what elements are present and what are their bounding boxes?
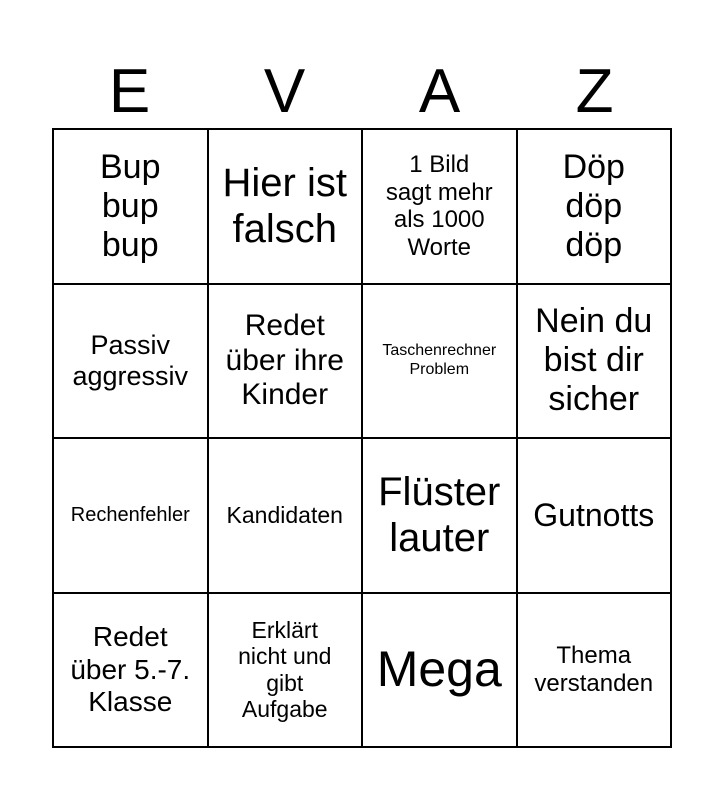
bingo-cell[interactable] bbox=[54, 130, 209, 285]
cell-text: Erklärt nicht und gibt Aufgabe bbox=[238, 616, 332, 723]
bingo-cell[interactable] bbox=[363, 439, 518, 594]
cell-text: 1 Bild sagt mehr als 1000 Worte bbox=[385, 151, 493, 261]
cell-text: Rechenfehler bbox=[70, 503, 190, 526]
header-letter-z: Z bbox=[575, 57, 614, 126]
cell-text: Döp döp döp bbox=[562, 147, 625, 264]
bingo-cell[interactable] bbox=[209, 594, 364, 749]
header-letter-v: V bbox=[263, 57, 306, 126]
cell-text: Passiv aggressiv bbox=[72, 329, 189, 391]
cell-text: Kandidaten bbox=[226, 502, 343, 529]
bingo-cell[interactable] bbox=[209, 439, 364, 594]
bingo-cell[interactable] bbox=[518, 594, 673, 749]
header-letter-a: A bbox=[418, 57, 461, 126]
cell-text: Taschenrechner Problem bbox=[382, 342, 497, 378]
bingo-cell[interactable] bbox=[363, 285, 518, 440]
bingo-grid bbox=[52, 128, 672, 748]
cell-text: Nein du bist dir sicher bbox=[535, 302, 653, 419]
cell-text: Thema verstanden bbox=[534, 642, 654, 697]
bingo-cell[interactable] bbox=[518, 285, 673, 440]
bingo-cell[interactable] bbox=[209, 285, 364, 440]
bingo-cell[interactable] bbox=[363, 594, 518, 749]
bingo-cell[interactable] bbox=[363, 130, 518, 285]
bingo-cell[interactable] bbox=[54, 285, 209, 440]
bingo-cell[interactable] bbox=[209, 130, 364, 285]
bingo-cell[interactable] bbox=[518, 130, 673, 285]
bingo-cell[interactable] bbox=[518, 439, 673, 594]
cell-text: Redet über ihre Kinder bbox=[225, 309, 344, 411]
bingo-cell[interactable] bbox=[54, 439, 209, 594]
cell-text: Mega bbox=[376, 641, 502, 697]
bingo-cell[interactable] bbox=[54, 594, 209, 749]
cell-text: Redet über 5.-7. Klasse bbox=[70, 621, 191, 717]
cell-text: Bup bup bup bbox=[100, 147, 161, 264]
cell-text: Flüster lauter bbox=[378, 470, 501, 561]
cell-text: Gutnotts bbox=[533, 496, 655, 533]
bingo-header bbox=[52, 56, 672, 128]
cell-text: Hier ist falsch bbox=[222, 161, 347, 252]
header-letter-e: E bbox=[108, 57, 151, 126]
